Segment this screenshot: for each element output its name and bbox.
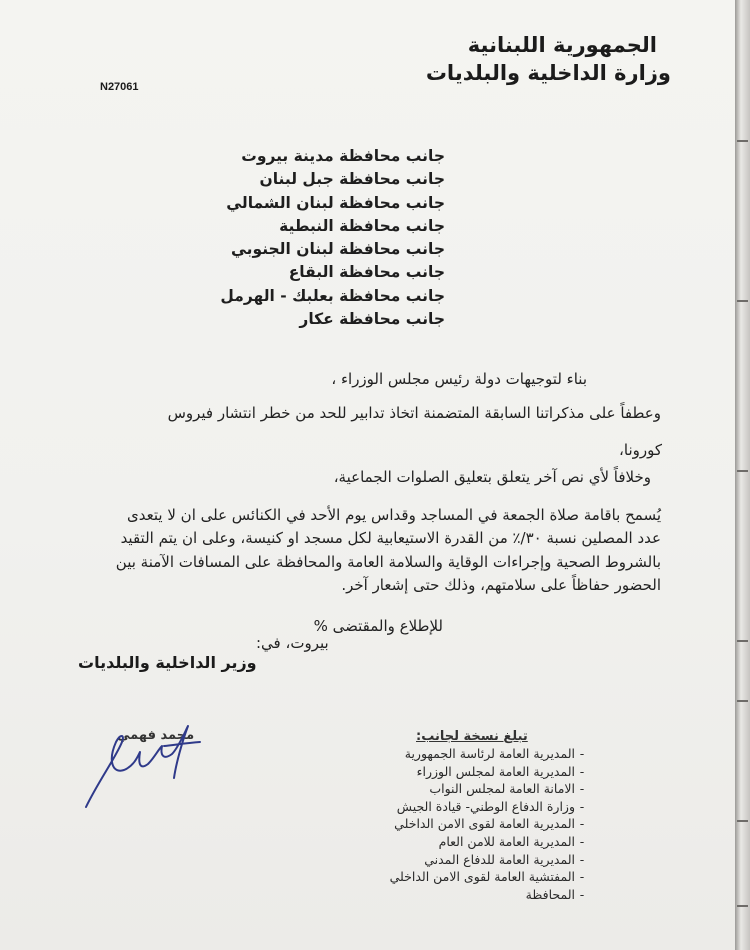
body-paragraph-2: وعطفاً على مذكراتنا السابقة المتضمنة اتخاذ تدابير للحد من خطر انتشار فيروس — [167, 404, 661, 422]
place-date: بيروت، في: — [256, 634, 329, 652]
copy-item: -المديرية العامة لمجلس الوزراء — [416, 763, 585, 779]
copy-item: -المديرية العامة للدفاع المدني — [424, 851, 585, 867]
paper-stack-edge — [735, 0, 750, 950]
ministry-header: وزارة الداخلية والبلديات — [425, 61, 671, 85]
reference-number: N27061 — [100, 81, 139, 93]
addressee-item: جانب محافظة جبل لبنان — [259, 170, 445, 189]
addressee-item: جانب محافظة مدينة بيروت — [241, 147, 445, 165]
body-paragraph-3: وخلافاً لأي نص آخر يتعلق بتعليق الصلوات الجماعية، — [333, 468, 651, 486]
copy-item: -المديرية العامة للامن العام — [438, 833, 585, 849]
addressee-item: جانب محافظة عكار — [299, 310, 445, 329]
decision-line: يُسمح باقامة صلاة الجمعة في المساجد وقداس يوم الأحد في الكنائس على ان لا يتعدى — [127, 506, 661, 524]
copy-item: -المحافظة — [525, 886, 585, 902]
copy-item: -المفتشية العامة لقوى الامن الداخلي — [389, 869, 585, 885]
signatory-name: محمد فهمي — [117, 728, 195, 743]
closing-line: للإطلاع والمقتضى % — [313, 617, 443, 635]
copy-item: -المديرية العامة لقوى الامن الداخلي — [394, 816, 585, 832]
addressee-item: جانب محافظة النبطية — [279, 216, 445, 235]
republic-header: الجمهورية اللبنانية — [467, 33, 657, 57]
body-paragraph-2-end: كورونا، — [619, 441, 662, 459]
main-decision-paragraph — [46, 504, 661, 598]
handwritten-signature — [78, 712, 208, 812]
addressee-item: جانب محافظة البقاع — [288, 263, 445, 282]
addressee-list — [220, 145, 445, 331]
copies-list — [390, 745, 589, 903]
copy-item: -وزارة الدفاع الوطني- قيادة الجيش — [396, 798, 585, 814]
signatory-title: وزير الداخلية والبلديات — [78, 653, 257, 672]
decision-line: بالشروط الصحية وإجراءات الوقاية والسلامة العامة والمحافظة على المسافات الآمنة بين — [115, 552, 661, 571]
body-paragraph-1: بناء لتوجيهات دولة رئيس مجلس الوزراء ، — [331, 370, 587, 388]
addressee-item: جانب محافظة بعلبك - الهرمل — [220, 286, 445, 305]
decision-line: الحضور حفاظاً على سلامتهم، وذلك حتى إشعار آخر. — [341, 576, 661, 595]
addressee-item: جانب محافظة لبنان الشمالي — [226, 193, 445, 212]
copies-title: تبلغ نسخة لجانب: — [416, 729, 528, 744]
addressee-item: جانب محافظة لبنان الجنوبي — [230, 240, 445, 259]
copy-item: -المديرية العامة لرئاسة الجمهورية — [404, 746, 585, 761]
decision-line: عدد المصلين نسبة ٣٠/٪ من القدرة الاستيعابية لكل مسجد او كنيسة، وعلى ان يتم التقيد — [120, 529, 661, 548]
copy-item: -الامانة العامة لمجلس النواب — [429, 781, 585, 797]
